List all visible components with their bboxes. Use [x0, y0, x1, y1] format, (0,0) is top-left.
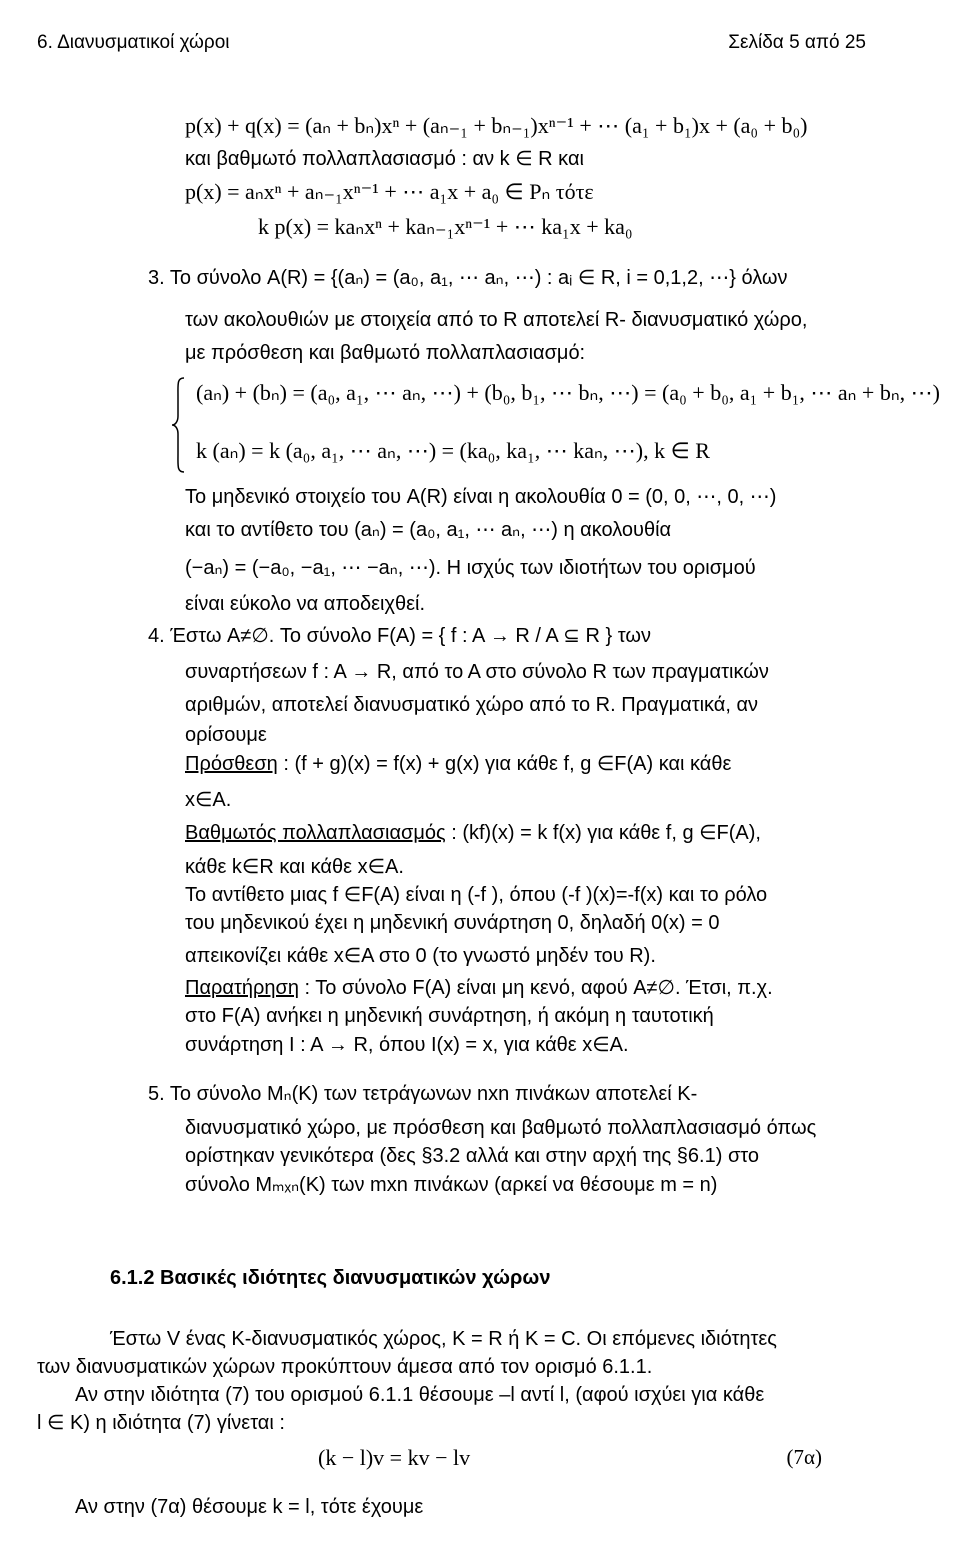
item4-line2: συναρτήσεων f : A → R, από το Α στο σύνολο R των πραγματικών [185, 661, 769, 683]
scalar-label: Βαθμωτός πολλαπλασιασμός [185, 822, 446, 844]
remark-line2: στο F(A) ανήκει η μηδενική συνάρτηση, ή ακόμη η ταυτοτική [185, 1005, 714, 1027]
item4-line3: αριθμών, αποτελεί διανυσματικό χώρο από το R. Πραγματικά, αν [185, 694, 759, 716]
addition-tail: x∈A. [185, 789, 232, 811]
opposite-function-2: του μηδενικού έχει η μηδενική συνάρτηση 0, δηλαδή 0(x) = 0 [185, 912, 720, 934]
item5-line1: 5. Το σύνολο Mₙ(K) των τετράγωνων nxn πινάκων αποτελεί K- [148, 1083, 698, 1105]
p-formula: p(x) = aₙxⁿ + aₙ₋₁xⁿ⁻¹ + ⋯ a₁x + a₀ ∈ Pₙ τότε [185, 179, 594, 204]
remark-line1 [185, 975, 773, 1001]
scalar-formula: : (kf)(x) = k f(x) για κάθε f, g ∈F(A), [445, 822, 761, 844]
section-p1a: Έστω V ένας K-διανυσματικός χώρος, K = R ή K = C. Οι επόμενες ιδιότητες [110, 1328, 777, 1350]
sequence-scalar: k (aₙ) = k (a₀, a₁, ⋯ aₙ, ⋯) = (ka₀, ka₁, ⋯ kaₙ, ⋯), k ∈ R [196, 438, 710, 463]
section-p2b: l ∈ K) η ιδιότητα (7) γίνεται : [37, 1412, 285, 1434]
scalar-tail: κάθε k∈R και κάθε x∈A. [185, 856, 404, 878]
item3-line3: με πρόσθεση και βαθμωτό πολλαπλασιασμό: [185, 342, 586, 364]
item5-line3: ορίστηκαν γενικότερα (δες §3.2 αλλά και στην αρχή της §6.1) στο [185, 1145, 760, 1167]
opposite-function-1: Το αντίθετο μιας f ∈F(A) είναι η (-f ), όπου (-f )(x)=-f(x) και το ρόλο [185, 884, 768, 906]
addition-formula: : (f + g)(x) = f(x) + g(x) για κάθε f, g ∈F(A) και κάθε [277, 753, 732, 775]
zero-element: Το μηδενικό στοιχείο του A(R) είναι η ακολουθία 0 = (0, 0, ⋯, 0, ⋯) [185, 486, 777, 508]
item5-line2: διανυσματικό χώρο, με πρόσθεση και βαθμωτό πολλαπλασιασμό όπως [185, 1117, 817, 1139]
remark-label: Παρατήρηση [185, 977, 299, 999]
item4-line1: 4. Έστω A≠∅. Το σύνολο F(A) = { f : A → R / A ⊆ R } των [148, 625, 651, 647]
addition-definition [185, 751, 731, 777]
remark-line3: συνάρτηση I : A → R, όπου I(x) = x, για κάθε x∈A. [185, 1034, 629, 1056]
page-number: Σελίδα 5 από 25 [728, 32, 866, 53]
section-p2a: Αν στην ιδιότητα (7) του ορισμού 6.1.1 θέσουμε –l αντί l, (αφού ισχύει για κάθε [75, 1384, 765, 1406]
scalar-intro: και βαθμωτό πολλαπλασιασμό : αν k ∈ R και [185, 148, 584, 170]
scalar-definition [185, 820, 761, 846]
addition-label: Πρόσθεση [185, 753, 278, 775]
sequence-addition: (aₙ) + (bₙ) = (a₀, a₁, ⋯ aₙ, ⋯) + (b₀, b₁, ⋯ bₙ, ⋯) = (a₀ + b₀, a₁ + b₁, ⋯ aₙ + bₙ, ⋯) [196, 380, 940, 405]
easy-proof: είναι εύκολο να αποδειχθεί. [185, 593, 425, 615]
item4-line4: ορίσουμε [185, 724, 267, 746]
sum-formula: p(x) + q(x) = (aₙ + bₙ)xⁿ + (aₙ₋₁ + bₙ₋₁)xⁿ⁻¹ + ⋯ (a₁ + b₁)x + (a₀ + b₀) [185, 113, 808, 138]
equation-number: (7α) [786, 1445, 822, 1469]
opposite-element: και το αντίθετο του (aₙ) = (a₀, a₁, ⋯ aₙ, ⋯) η ακολουθία [185, 519, 672, 541]
opposite-function-3: απεικονίζει κάθε x∈A στο 0 (το γνωστό μηδέν του R). [185, 945, 656, 967]
item5-line4: σύνολο Mₘₓₙ(K) των mxn πινάκων (αρκεί να θέσουμε m = n) [185, 1174, 718, 1196]
opposite-formula: (−aₙ) = (−a₀, −a₁, ⋯ −aₙ, ⋯). Η ισχύς των ιδιοτήτων του ορισμού [185, 557, 756, 579]
item3-line1: 3. Το σύνολο A(R) = {(aₙ) = (a₀, a₁, ⋯ aₙ, ⋯) : aᵢ ∈ R, i = 0,1,2, ⋯} όλων [148, 267, 788, 289]
section-heading: 6.1.2 Βασικές ιδιότητες διανυσματικών χώρων [110, 1267, 551, 1289]
section-p1b: των διανυσματικών χώρων προκύπτουν άμεσα από τον ορισμό 6.1.1. [37, 1356, 653, 1378]
section-last-line: Αν στην (7α) θέσουμε k = l, τότε έχουμε [75, 1496, 424, 1518]
remark-text: : Το σύνολο F(A) είναι μη κενό, αφού A≠∅. Έτσι, π.χ. [298, 977, 773, 999]
chapter-title: 6. Διανυσματικοί χώροι [37, 32, 230, 53]
kp-formula: k p(x) = kaₙxⁿ + kaₙ₋₁xⁿ⁻¹ + ⋯ ka₁x + ka₀ [258, 214, 633, 239]
item3-line2: των ακολουθιών με στοιχεία από το R αποτελεί R- διανυσματικό χώρο, [185, 309, 808, 331]
equation-7a: (k − l)v = kv − lv [318, 1445, 471, 1470]
left-brace [170, 376, 186, 474]
